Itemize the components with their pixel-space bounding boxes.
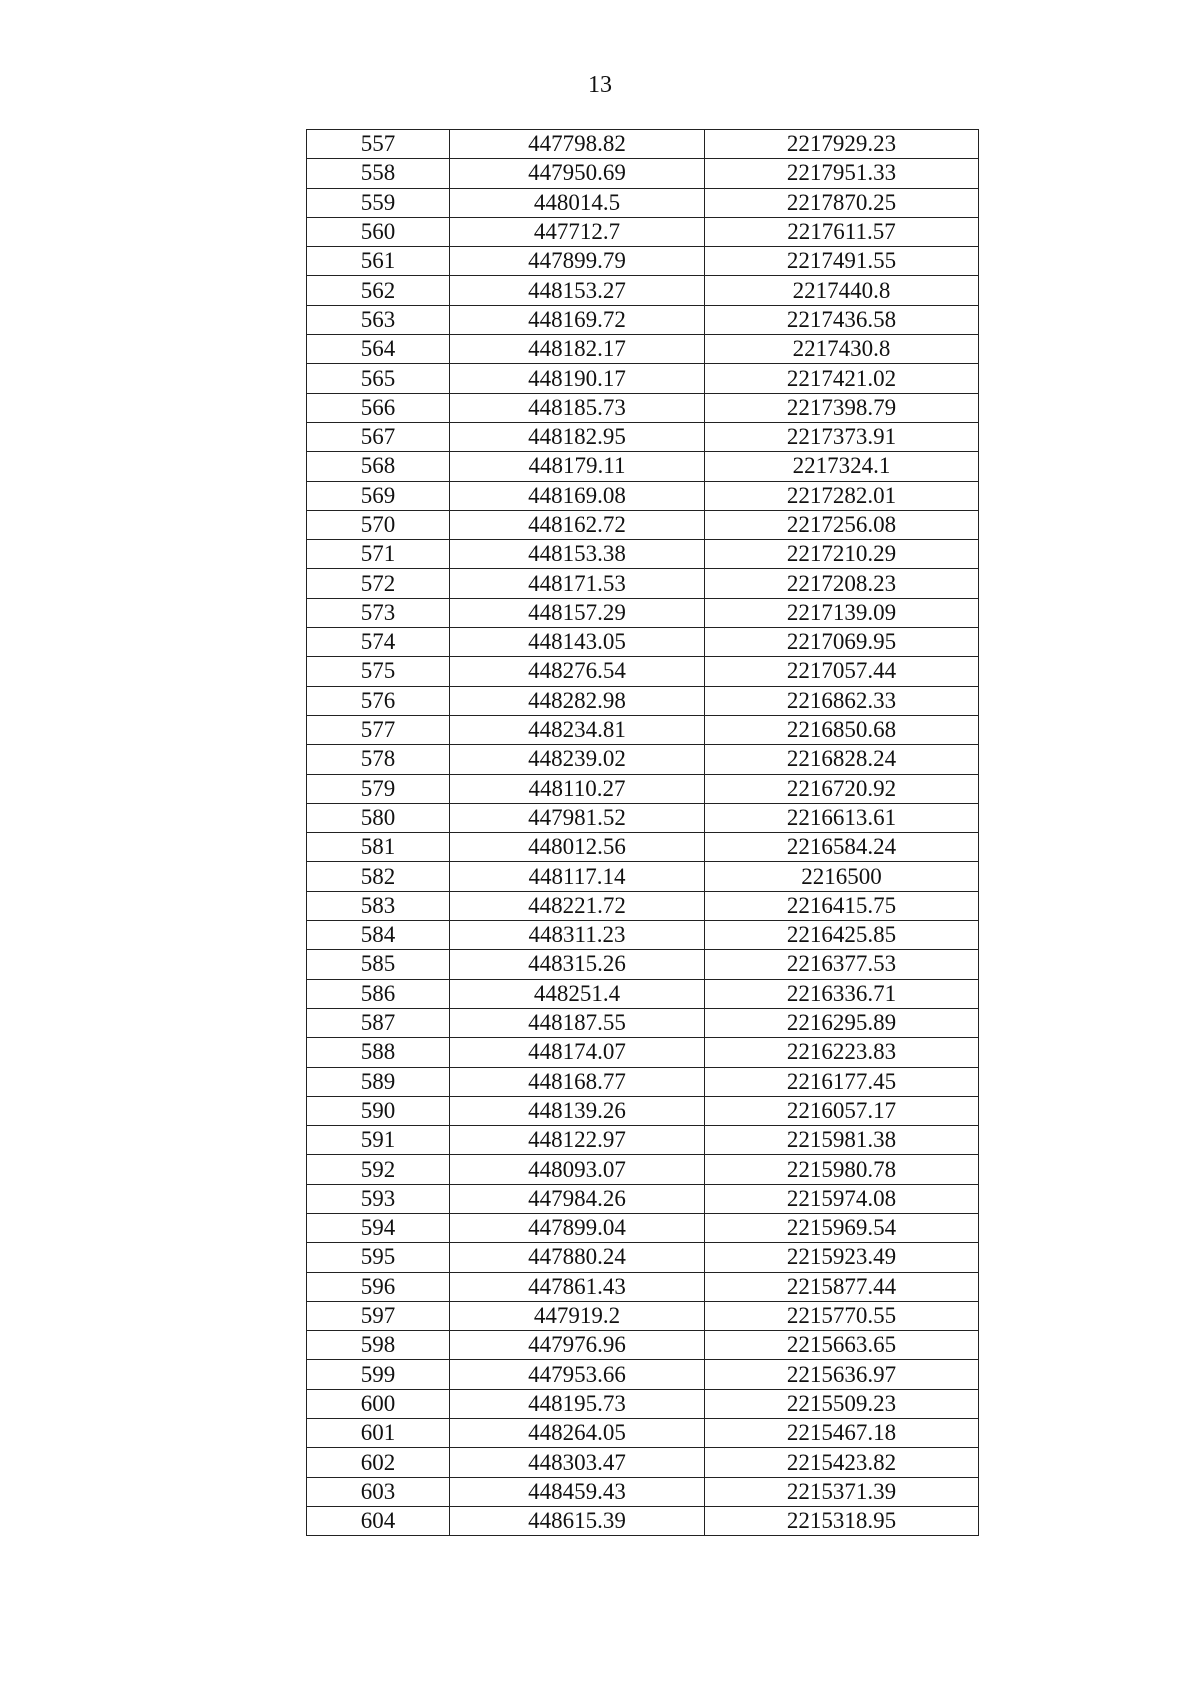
table-row bbox=[307, 745, 979, 774]
y-coordinate-cell: 2215980.78 bbox=[705, 1155, 979, 1184]
point-number-cell: 589 bbox=[307, 1067, 450, 1096]
table-row bbox=[307, 1038, 979, 1067]
y-coordinate-cell: 2215981.38 bbox=[705, 1126, 979, 1155]
point-number-cell: 561 bbox=[307, 247, 450, 276]
y-coordinate-cell: 2216850.68 bbox=[705, 715, 979, 744]
point-number-cell: 580 bbox=[307, 803, 450, 832]
table-row bbox=[307, 1448, 979, 1477]
x-coordinate-cell: 448195.73 bbox=[450, 1389, 705, 1418]
x-coordinate-cell: 448182.17 bbox=[450, 335, 705, 364]
table-row bbox=[307, 657, 979, 686]
table-row bbox=[307, 686, 979, 715]
x-coordinate-cell: 448168.77 bbox=[450, 1067, 705, 1096]
table-row bbox=[307, 1067, 979, 1096]
y-coordinate-cell: 2216584.24 bbox=[705, 833, 979, 862]
x-coordinate-cell: 448093.07 bbox=[450, 1155, 705, 1184]
point-number-cell: 601 bbox=[307, 1419, 450, 1448]
table-row bbox=[307, 862, 979, 891]
point-number-cell: 564 bbox=[307, 335, 450, 364]
table-row bbox=[307, 1243, 979, 1272]
x-coordinate-cell: 448179.11 bbox=[450, 452, 705, 481]
y-coordinate-cell: 2216223.83 bbox=[705, 1038, 979, 1067]
x-coordinate-cell: 448014.5 bbox=[450, 188, 705, 217]
y-coordinate-cell: 2216295.89 bbox=[705, 1008, 979, 1037]
y-coordinate-cell: 2215371.39 bbox=[705, 1477, 979, 1506]
x-coordinate-cell: 448276.54 bbox=[450, 657, 705, 686]
x-coordinate-cell: 448171.53 bbox=[450, 569, 705, 598]
x-coordinate-cell: 448185.73 bbox=[450, 393, 705, 422]
table-row bbox=[307, 598, 979, 627]
x-coordinate-cell: 447712.7 bbox=[450, 217, 705, 246]
point-number-cell: 583 bbox=[307, 891, 450, 920]
y-coordinate-cell: 2215663.65 bbox=[705, 1331, 979, 1360]
y-coordinate-cell: 2217421.02 bbox=[705, 364, 979, 393]
x-coordinate-cell: 448311.23 bbox=[450, 921, 705, 950]
table-row bbox=[307, 335, 979, 364]
point-number-cell: 599 bbox=[307, 1360, 450, 1389]
point-number-cell: 596 bbox=[307, 1272, 450, 1301]
table-row bbox=[307, 481, 979, 510]
x-coordinate-cell: 448157.29 bbox=[450, 598, 705, 627]
y-coordinate-cell: 2216377.53 bbox=[705, 950, 979, 979]
x-coordinate-cell: 448264.05 bbox=[450, 1419, 705, 1448]
x-coordinate-cell: 448187.55 bbox=[450, 1008, 705, 1037]
table-row bbox=[307, 1126, 979, 1155]
x-coordinate-cell: 448174.07 bbox=[450, 1038, 705, 1067]
point-number-cell: 570 bbox=[307, 510, 450, 539]
point-number-cell: 578 bbox=[307, 745, 450, 774]
table-row bbox=[307, 1213, 979, 1242]
x-coordinate-cell: 448143.05 bbox=[450, 628, 705, 657]
table-row bbox=[307, 833, 979, 862]
point-number-cell: 568 bbox=[307, 452, 450, 481]
table-row bbox=[307, 540, 979, 569]
table-row bbox=[307, 979, 979, 1008]
y-coordinate-cell: 2217139.09 bbox=[705, 598, 979, 627]
y-coordinate-cell: 2215770.55 bbox=[705, 1301, 979, 1330]
x-coordinate-cell: 447899.79 bbox=[450, 247, 705, 276]
point-number-cell: 576 bbox=[307, 686, 450, 715]
y-coordinate-cell: 2216500 bbox=[705, 862, 979, 891]
table-row bbox=[307, 1008, 979, 1037]
x-coordinate-cell: 448153.38 bbox=[450, 540, 705, 569]
y-coordinate-cell: 2217069.95 bbox=[705, 628, 979, 657]
x-coordinate-cell: 447919.2 bbox=[450, 1301, 705, 1330]
table-row bbox=[307, 628, 979, 657]
x-coordinate-cell: 447984.26 bbox=[450, 1184, 705, 1213]
point-number-cell: 572 bbox=[307, 569, 450, 598]
point-number-cell: 563 bbox=[307, 305, 450, 334]
x-coordinate-cell: 447976.96 bbox=[450, 1331, 705, 1360]
point-number-cell: 569 bbox=[307, 481, 450, 510]
table-row bbox=[307, 130, 979, 159]
point-number-cell: 603 bbox=[307, 1477, 450, 1506]
x-coordinate-cell: 448282.98 bbox=[450, 686, 705, 715]
y-coordinate-cell: 2217436.58 bbox=[705, 305, 979, 334]
table-row bbox=[307, 1272, 979, 1301]
y-coordinate-cell: 2215877.44 bbox=[705, 1272, 979, 1301]
x-coordinate-cell: 448162.72 bbox=[450, 510, 705, 539]
table-row bbox=[307, 452, 979, 481]
x-coordinate-cell: 448169.72 bbox=[450, 305, 705, 334]
table-row bbox=[307, 1477, 979, 1506]
x-coordinate-cell: 448239.02 bbox=[450, 745, 705, 774]
table-row bbox=[307, 1331, 979, 1360]
table-row bbox=[307, 188, 979, 217]
x-coordinate-cell: 448234.81 bbox=[450, 715, 705, 744]
x-coordinate-cell: 447880.24 bbox=[450, 1243, 705, 1272]
y-coordinate-cell: 2217057.44 bbox=[705, 657, 979, 686]
point-number-cell: 559 bbox=[307, 188, 450, 217]
point-number-cell: 582 bbox=[307, 862, 450, 891]
table-row bbox=[307, 159, 979, 188]
y-coordinate-cell: 2215509.23 bbox=[705, 1389, 979, 1418]
y-coordinate-cell: 2216336.71 bbox=[705, 979, 979, 1008]
y-coordinate-cell: 2217324.1 bbox=[705, 452, 979, 481]
y-coordinate-cell: 2217373.91 bbox=[705, 422, 979, 451]
table-row bbox=[307, 569, 979, 598]
point-number-cell: 575 bbox=[307, 657, 450, 686]
y-coordinate-cell: 2217611.57 bbox=[705, 217, 979, 246]
x-coordinate-cell: 448315.26 bbox=[450, 950, 705, 979]
point-number-cell: 584 bbox=[307, 921, 450, 950]
x-coordinate-cell: 447981.52 bbox=[450, 803, 705, 832]
point-number-cell: 604 bbox=[307, 1506, 450, 1535]
point-number-cell: 574 bbox=[307, 628, 450, 657]
point-number-cell: 579 bbox=[307, 774, 450, 803]
x-coordinate-cell: 447899.04 bbox=[450, 1213, 705, 1242]
point-number-cell: 585 bbox=[307, 950, 450, 979]
point-number-cell: 590 bbox=[307, 1096, 450, 1125]
y-coordinate-cell: 2215923.49 bbox=[705, 1243, 979, 1272]
point-number-cell: 573 bbox=[307, 598, 450, 627]
table-row bbox=[307, 247, 979, 276]
x-coordinate-cell: 448117.14 bbox=[450, 862, 705, 891]
y-coordinate-cell: 2215318.95 bbox=[705, 1506, 979, 1535]
point-number-cell: 562 bbox=[307, 276, 450, 305]
point-number-cell: 558 bbox=[307, 159, 450, 188]
table-row bbox=[307, 217, 979, 246]
table-row bbox=[307, 1301, 979, 1330]
x-coordinate-cell: 448139.26 bbox=[450, 1096, 705, 1125]
y-coordinate-cell: 2216613.61 bbox=[705, 803, 979, 832]
y-coordinate-cell: 2217210.29 bbox=[705, 540, 979, 569]
point-number-cell: 566 bbox=[307, 393, 450, 422]
y-coordinate-cell: 2215969.54 bbox=[705, 1213, 979, 1242]
y-coordinate-cell: 2215974.08 bbox=[705, 1184, 979, 1213]
y-coordinate-cell: 2217430.8 bbox=[705, 335, 979, 364]
point-number-cell: 577 bbox=[307, 715, 450, 744]
table-row bbox=[307, 422, 979, 451]
table-row bbox=[307, 774, 979, 803]
coordinates-table bbox=[306, 129, 979, 1536]
x-coordinate-cell: 448110.27 bbox=[450, 774, 705, 803]
x-coordinate-cell: 447861.43 bbox=[450, 1272, 705, 1301]
y-coordinate-cell: 2217440.8 bbox=[705, 276, 979, 305]
y-coordinate-cell: 2216425.85 bbox=[705, 921, 979, 950]
table-row bbox=[307, 305, 979, 334]
y-coordinate-cell: 2217870.25 bbox=[705, 188, 979, 217]
point-number-cell: 571 bbox=[307, 540, 450, 569]
table-row bbox=[307, 1096, 979, 1125]
x-coordinate-cell: 448251.4 bbox=[450, 979, 705, 1008]
y-coordinate-cell: 2217951.33 bbox=[705, 159, 979, 188]
table-row bbox=[307, 921, 979, 950]
y-coordinate-cell: 2217491.55 bbox=[705, 247, 979, 276]
point-number-cell: 588 bbox=[307, 1038, 450, 1067]
table-row bbox=[307, 715, 979, 744]
table-row bbox=[307, 891, 979, 920]
y-coordinate-cell: 2215636.97 bbox=[705, 1360, 979, 1389]
page-number: 13 bbox=[588, 72, 612, 98]
table-row bbox=[307, 1184, 979, 1213]
y-coordinate-cell: 2216177.45 bbox=[705, 1067, 979, 1096]
x-coordinate-cell: 447798.82 bbox=[450, 130, 705, 159]
table-row bbox=[307, 393, 979, 422]
table-row bbox=[307, 1360, 979, 1389]
x-coordinate-cell: 448615.39 bbox=[450, 1506, 705, 1535]
x-coordinate-cell: 448221.72 bbox=[450, 891, 705, 920]
table-row bbox=[307, 1506, 979, 1535]
y-coordinate-cell: 2217208.23 bbox=[705, 569, 979, 598]
y-coordinate-cell: 2215467.18 bbox=[705, 1419, 979, 1448]
coordinates-table-body bbox=[307, 130, 979, 1536]
point-number-cell: 602 bbox=[307, 1448, 450, 1477]
y-coordinate-cell: 2217256.08 bbox=[705, 510, 979, 539]
x-coordinate-cell: 448303.47 bbox=[450, 1448, 705, 1477]
x-coordinate-cell: 447950.69 bbox=[450, 159, 705, 188]
table-row bbox=[307, 803, 979, 832]
table-row bbox=[307, 1155, 979, 1184]
y-coordinate-cell: 2216828.24 bbox=[705, 745, 979, 774]
x-coordinate-cell: 448169.08 bbox=[450, 481, 705, 510]
y-coordinate-cell: 2216057.17 bbox=[705, 1096, 979, 1125]
point-number-cell: 581 bbox=[307, 833, 450, 862]
point-number-cell: 600 bbox=[307, 1389, 450, 1418]
x-coordinate-cell: 448122.97 bbox=[450, 1126, 705, 1155]
table-row bbox=[307, 1389, 979, 1418]
y-coordinate-cell: 2217282.01 bbox=[705, 481, 979, 510]
x-coordinate-cell: 448012.56 bbox=[450, 833, 705, 862]
table-row bbox=[307, 510, 979, 539]
y-coordinate-cell: 2216415.75 bbox=[705, 891, 979, 920]
point-number-cell: 567 bbox=[307, 422, 450, 451]
y-coordinate-cell: 2216720.92 bbox=[705, 774, 979, 803]
point-number-cell: 598 bbox=[307, 1331, 450, 1360]
point-number-cell: 587 bbox=[307, 1008, 450, 1037]
table-row bbox=[307, 1419, 979, 1448]
x-coordinate-cell: 448190.17 bbox=[450, 364, 705, 393]
y-coordinate-cell: 2216862.33 bbox=[705, 686, 979, 715]
x-coordinate-cell: 448182.95 bbox=[450, 422, 705, 451]
y-coordinate-cell: 2215423.82 bbox=[705, 1448, 979, 1477]
point-number-cell: 591 bbox=[307, 1126, 450, 1155]
point-number-cell: 593 bbox=[307, 1184, 450, 1213]
point-number-cell: 592 bbox=[307, 1155, 450, 1184]
x-coordinate-cell: 448459.43 bbox=[450, 1477, 705, 1506]
table-row bbox=[307, 364, 979, 393]
table-row bbox=[307, 276, 979, 305]
point-number-cell: 586 bbox=[307, 979, 450, 1008]
point-number-cell: 595 bbox=[307, 1243, 450, 1272]
point-number-cell: 560 bbox=[307, 217, 450, 246]
y-coordinate-cell: 2217398.79 bbox=[705, 393, 979, 422]
table-row bbox=[307, 950, 979, 979]
point-number-cell: 597 bbox=[307, 1301, 450, 1330]
point-number-cell: 565 bbox=[307, 364, 450, 393]
x-coordinate-cell: 447953.66 bbox=[450, 1360, 705, 1389]
point-number-cell: 594 bbox=[307, 1213, 450, 1242]
y-coordinate-cell: 2217929.23 bbox=[705, 130, 979, 159]
point-number-cell: 557 bbox=[307, 130, 450, 159]
x-coordinate-cell: 448153.27 bbox=[450, 276, 705, 305]
